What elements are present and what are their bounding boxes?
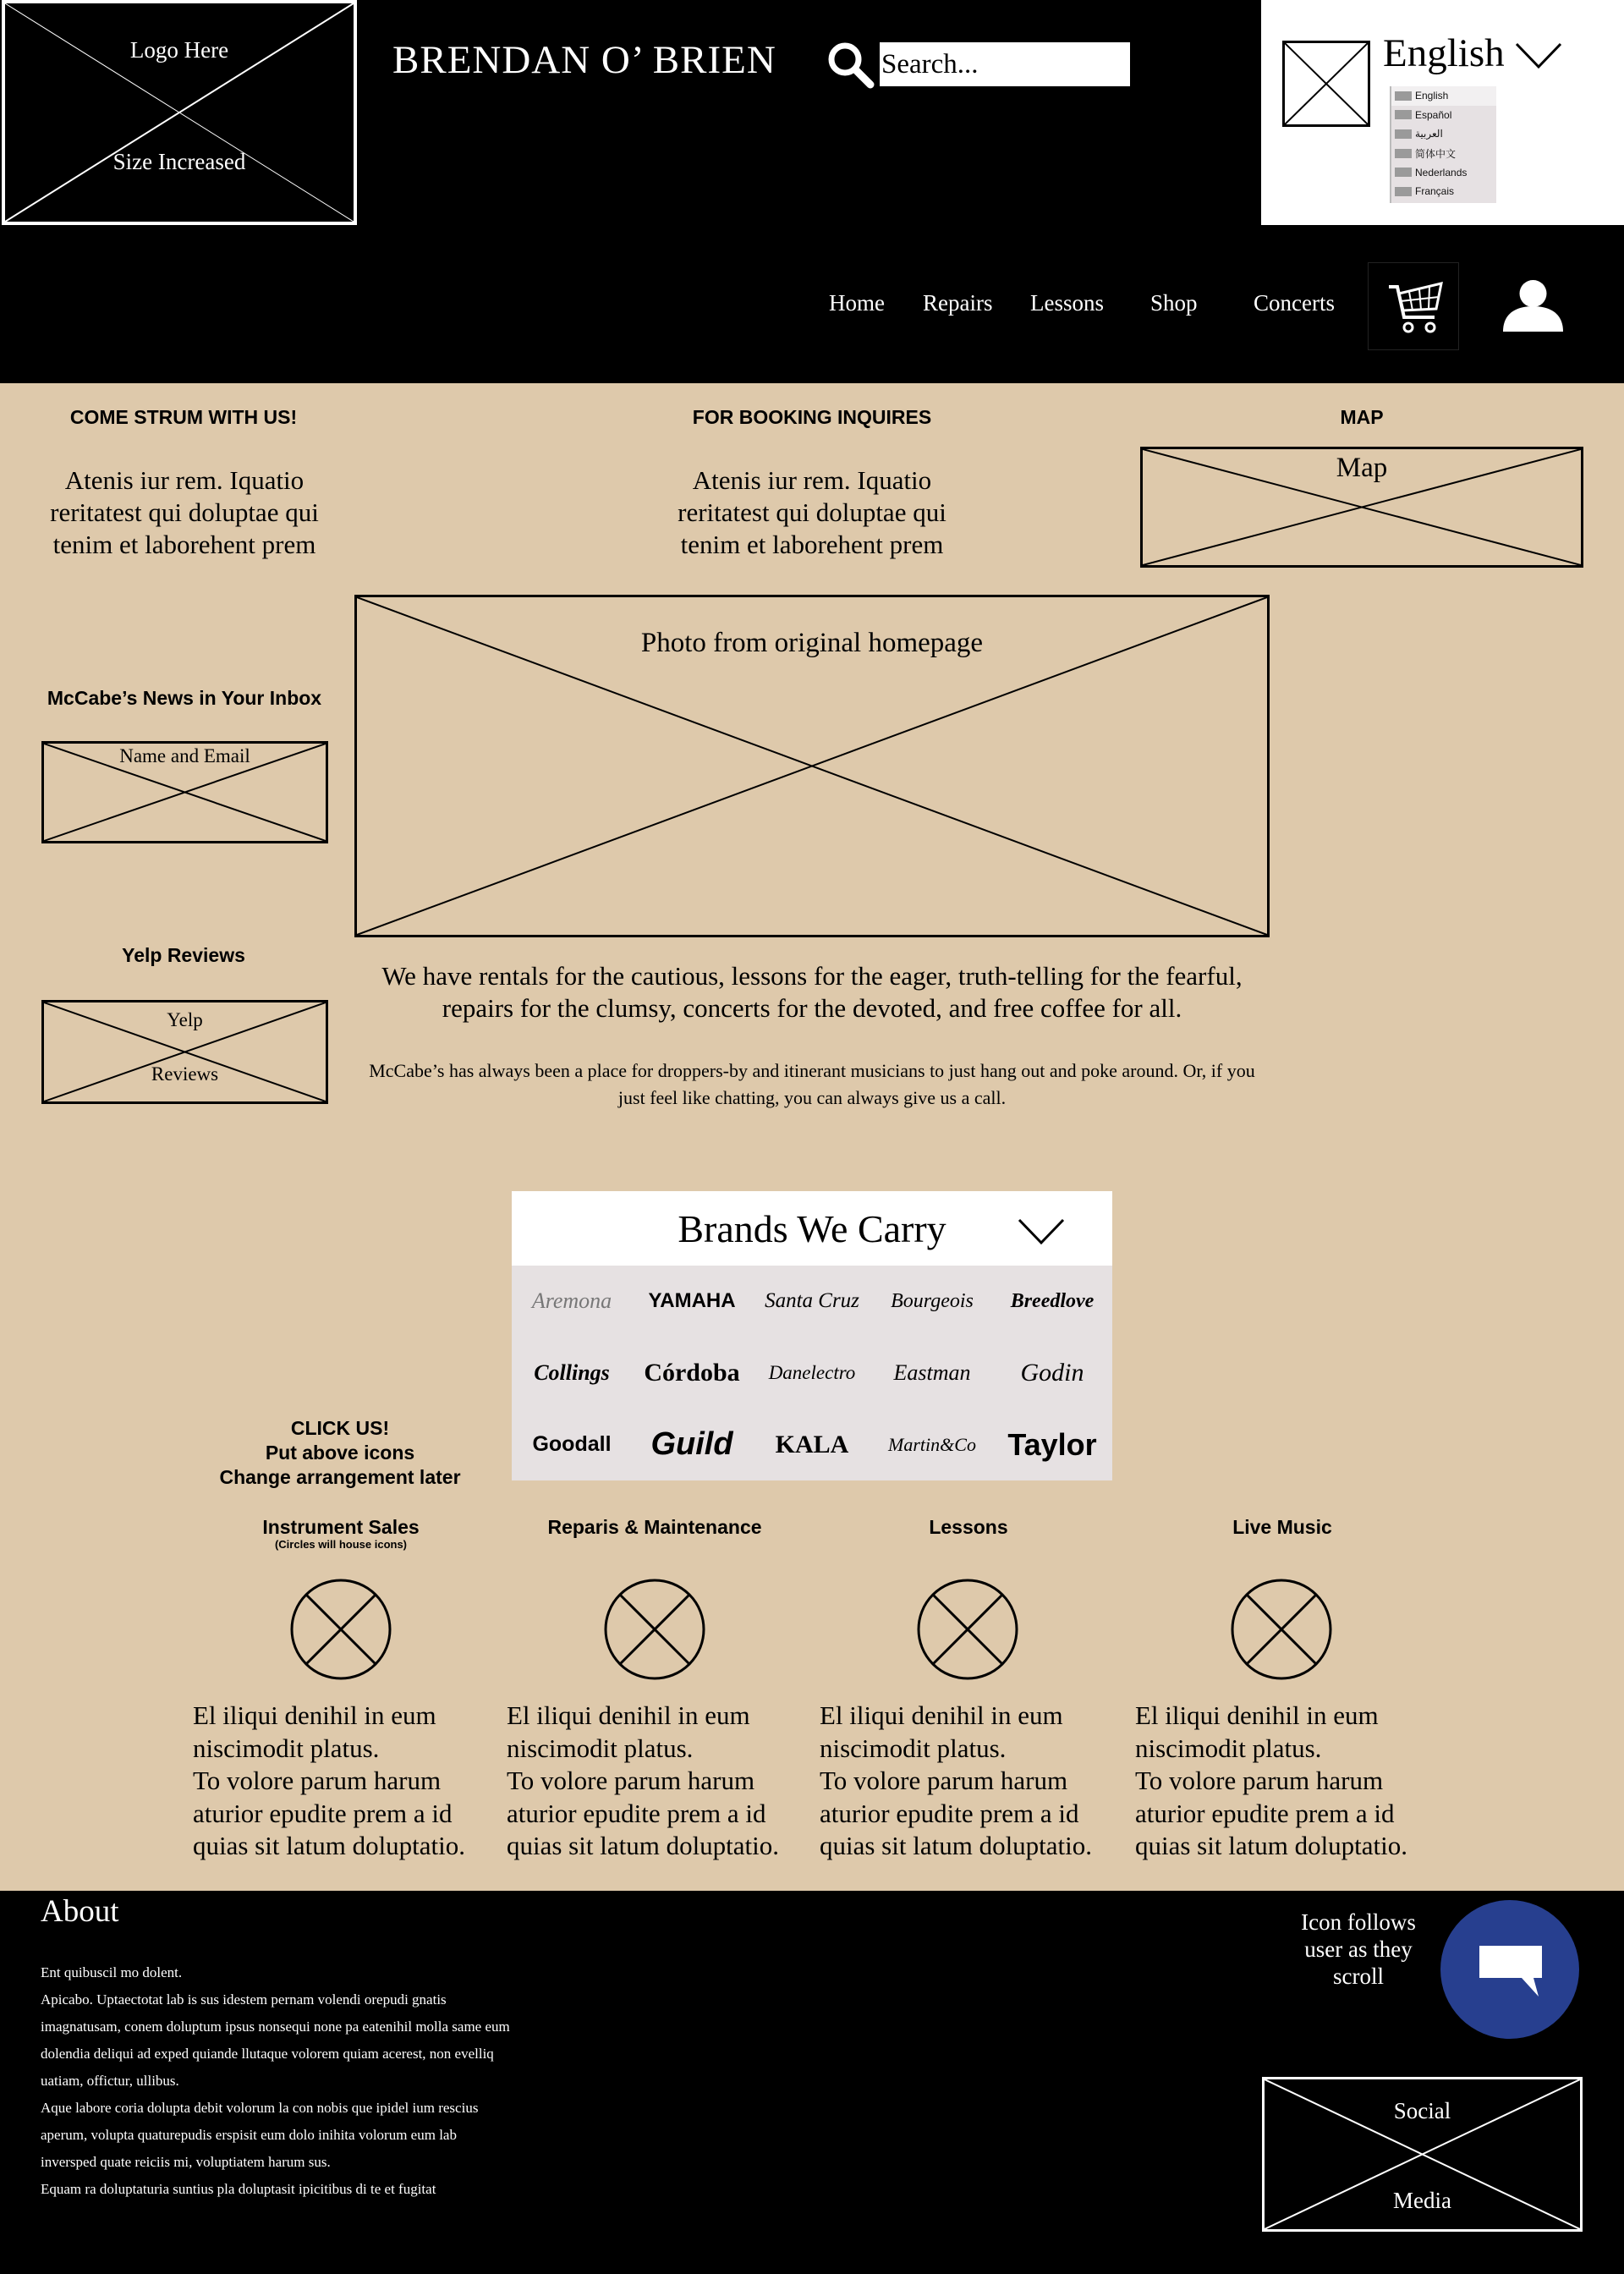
yelp-heading: Yelp Reviews [122,944,245,966]
service-text-line: To volore parum harum aturior epudite prem a id quias sit latum doluptatio. [820,1766,1093,1860]
about-paragraph: Aque labore coria dolupta debit volorum la con nobis que ipidel ium rescius aperum, volupta quaturepudis erspisit eum dolo inihita volorum eum lab inversped quate reiciis mi, voluptiatem harum sus. [41,2100,479,2170]
flag-icon [1395,110,1412,119]
services-note-line2: Put above icons [265,1442,415,1464]
about-paragraph: Equam ra doluptaturia suntius pla doluptasit ipicitibus di te et fugitat [41,2181,436,2197]
language-option-chinese[interactable] [1391,144,1496,163]
language-selector[interactable] [1261,0,1624,225]
services-note [203,1416,477,1490]
brand-logo-aremona[interactable]: Aremona [531,1288,612,1314]
chat-note: Icon follows user as they scroll [1301,1909,1416,1989]
about-title: About [41,1894,119,1929]
logo-label-bottom: Size Increased [112,149,246,174]
nav-lessons[interactable]: Lessons [1030,290,1104,316]
social-label-top: Social [1393,2098,1451,2123]
service-text-lessons [820,1700,1116,1863]
flag-icon [1395,168,1412,177]
language-option-dutch[interactable] [1391,162,1496,182]
newsletter-input-placeholder[interactable] [41,741,328,843]
hero-photo-placeholder [354,595,1270,937]
search-input[interactable] [878,41,1132,88]
language-option-label: Español [1415,108,1452,121]
chat-bubble-icon [1478,1944,1544,1998]
social-label-bottom: Media [1393,2188,1451,2213]
language-option-label: Français [1415,185,1455,198]
yelp-label-top: Yelp [167,1009,203,1030]
brand-logo-martin[interactable]: Martin&Co [888,1433,976,1455]
brands-panel [512,1191,1112,1480]
newsletter-field-label: Name and Email [119,745,250,766]
brand-logo-breedlove[interactable]: Breedlove [1010,1289,1095,1312]
brand-logo-santa-cruz[interactable]: Santa Cruz [765,1289,859,1313]
social-media-placeholder[interactable] [1262,2077,1583,2232]
services-note-line3: Change arrangement later [219,1466,461,1488]
logo-placeholder[interactable] [2,0,357,225]
brand-logo-eastman[interactable]: Eastman [893,1359,971,1385]
map-placeholder[interactable] [1140,447,1583,568]
brand-name: BRENDAN O’ BRIEN [392,38,776,82]
service-title-lessons: Lessons [929,1516,1008,1538]
chevron-down-icon[interactable] [1515,42,1562,69]
service-text-line: El iliqui denihil in eum niscimodit platus. [193,1700,436,1763]
flag-icon [1395,187,1412,196]
strum-heading: COME STRUM WITH US! [69,406,298,428]
brands-dropdown-header[interactable] [512,1191,1112,1266]
nav-repairs[interactable]: Repairs [923,290,993,316]
nav-shop[interactable]: Shop [1150,290,1198,316]
service-text-repairs [507,1700,803,1863]
service-title-live-music: Live Music [1232,1516,1332,1538]
services-note-line1: CLICK US! [290,1417,390,1439]
language-dropdown-list [1390,86,1496,203]
strum-text: Atenis iur rem. Iquatio reritatest qui doluptae qui tenim et laborehent prem [50,465,319,559]
search-icon[interactable] [825,39,875,90]
brand-logo-godin[interactable]: Godin [1020,1358,1084,1387]
language-option-label: العربية [1415,128,1443,140]
language-option-english[interactable] [1391,86,1496,106]
hero-description: McCabe’s has always been a place for droppers-by and itinerant musicians to just hang out and poke around. Or, if you just feel like chatting, you can always give us a call. [369,1060,1255,1108]
service-text-line: El iliqui denihil in eum niscimodit platus. [820,1700,1063,1763]
language-option-label: Nederlands [1415,166,1468,179]
newsletter-heading: McCabe’s News in Your Inbox [47,687,322,709]
language-flag-placeholder [1282,41,1370,127]
booking-heading: FOR BOOKING INQUIRES [692,406,932,428]
map-label: Map [1336,453,1388,483]
language-option-label: English [1415,90,1449,102]
map-heading: MAP [1340,406,1384,428]
chevron-down-icon[interactable] [1018,1218,1065,1245]
service-title-instrument-sales: Instrument Sales [262,1516,420,1538]
brands-logo-grid [512,1266,1112,1480]
brand-logo-collings[interactable]: Collings [534,1359,610,1385]
language-option-spanish[interactable] [1391,106,1496,125]
instrument-sales-icon[interactable] [290,1579,392,1680]
service-text-line: El iliqui denihil in eum niscimodit platus. [1135,1700,1379,1763]
about-text [41,1959,514,2203]
chat-button[interactable] [1440,1900,1579,2039]
repairs-icon[interactable] [604,1579,705,1680]
cart-button[interactable] [1368,262,1459,350]
yelp-reviews-placeholder[interactable] [41,1000,328,1104]
nav-home[interactable]: Home [829,290,885,316]
user-account-icon[interactable] [1501,279,1565,332]
language-option-french[interactable] [1391,182,1496,201]
brands-title: Brands We Carry [678,1207,946,1250]
service-text-line: To volore parum harum aturior epudite prem a id quias sit latum doluptatio. [193,1766,466,1860]
logo-label-top: Logo Here [129,37,229,63]
lessons-icon[interactable] [917,1579,1018,1680]
language-option-label: 简体中文 [1415,147,1457,160]
service-text-instrument-sales [193,1700,489,1863]
language-option-arabic[interactable] [1391,124,1496,144]
booking-text: Atenis iur rem. Iquatio reritatest qui doluptae qui tenim et laborehent prem [678,465,946,559]
service-text-live-music [1135,1700,1431,1863]
brand-logo-cordoba[interactable]: Córdoba [644,1358,740,1387]
hero-tagline: We have rentals for the cautious, lessons for the eager, truth-telling for the fearful, repairs for the clumsy, concerts for the devoted, and free coffee for all. [381,961,1243,1023]
service-subtitle: (Circles will house icons) [274,1538,408,1551]
about-paragraph: Apicabo. Uptaectotat lab is sus idestem pernam volendi orepudi gnatis imagnatusam, conem doluptum ipsus nonsequi none pa eatenihil molla same eum dolendia deliqui ad exped quiande llutaque volorem quiam acerest, non evelliq uatiam, offictur, ullibus. [41,1991,510,2089]
hero-photo-label: Photo from original homepage [640,628,984,658]
service-text-line: To volore parum harum aturior epudite prem a id quias sit latum doluptatio. [1135,1766,1408,1860]
about-paragraph: Ent quibuscil mo dolent. [41,1964,183,1980]
nav-concerts[interactable]: Concerts [1254,290,1335,316]
shopping-cart-icon [1385,280,1445,336]
flag-icon [1395,129,1412,139]
brand-logo-goodall[interactable]: Goodall [532,1432,612,1457]
flag-icon [1395,91,1412,101]
brand-logo-yamaha[interactable]: YAMAHA [648,1289,736,1313]
yelp-label-bottom: Reviews [151,1063,219,1085]
service-text-line: El iliqui denihil in eum niscimodit platus. [507,1700,750,1763]
brand-logo-bourgeois[interactable]: Bourgeois [891,1289,974,1312]
brand-logo-guild[interactable]: Guild [650,1426,733,1463]
flag-icon [1395,149,1412,158]
service-text-line: To volore parum harum aturior epudite prem a id quias sit latum doluptatio. [507,1766,780,1860]
brand-logo-kala[interactable]: KALA [775,1430,849,1458]
live-music-icon[interactable] [1231,1579,1332,1680]
language-current[interactable]: English [1383,31,1505,75]
service-title-repairs: Reparis & Maintenance [547,1516,762,1538]
brand-logo-danelectro[interactable]: Danelectro [768,1361,856,1383]
brand-logo-taylor[interactable]: Taylor [1007,1426,1097,1462]
